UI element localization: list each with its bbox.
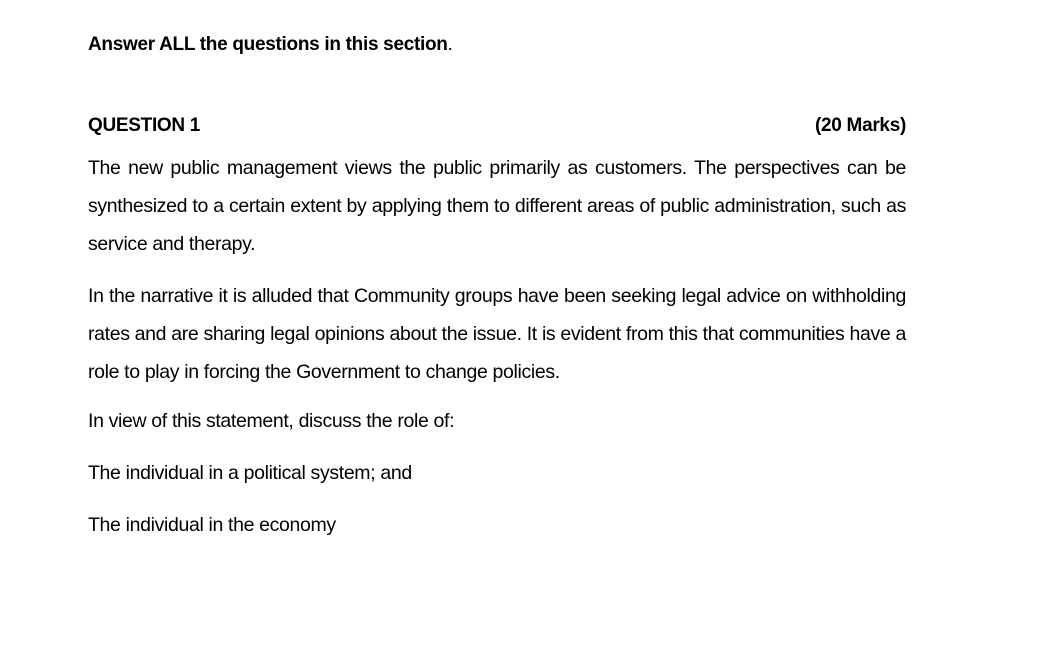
- question-prompt: In view of this statement, discuss the role of:: [88, 410, 455, 432]
- question-item-2: The individual in the economy: [88, 514, 336, 536]
- instruction-text: Answer ALL the questions in this section: [88, 34, 448, 55]
- question-paragraph-2: In the narrative it is alluded that Community groups have been seeking legal advice on withholding rates and are sharing legal opinions about the issue. It is evident from this that communities have a role to play in forcing the Government to change policies.: [88, 285, 906, 383]
- section-instruction: [88, 34, 453, 56]
- question-marks: (20 Marks): [815, 115, 906, 136]
- question-header: [88, 115, 906, 137]
- question-item-1: The individual in a political system; and: [88, 462, 412, 484]
- instruction-period: .: [447, 34, 453, 55]
- question-title: QUESTION 1: [88, 115, 201, 136]
- question-paragraph-1: The new public management views the public primarily as customers. The perspectives can be synthesized to a certain extent by applying them to different areas of public administration, such as service and therapy.: [88, 157, 906, 255]
